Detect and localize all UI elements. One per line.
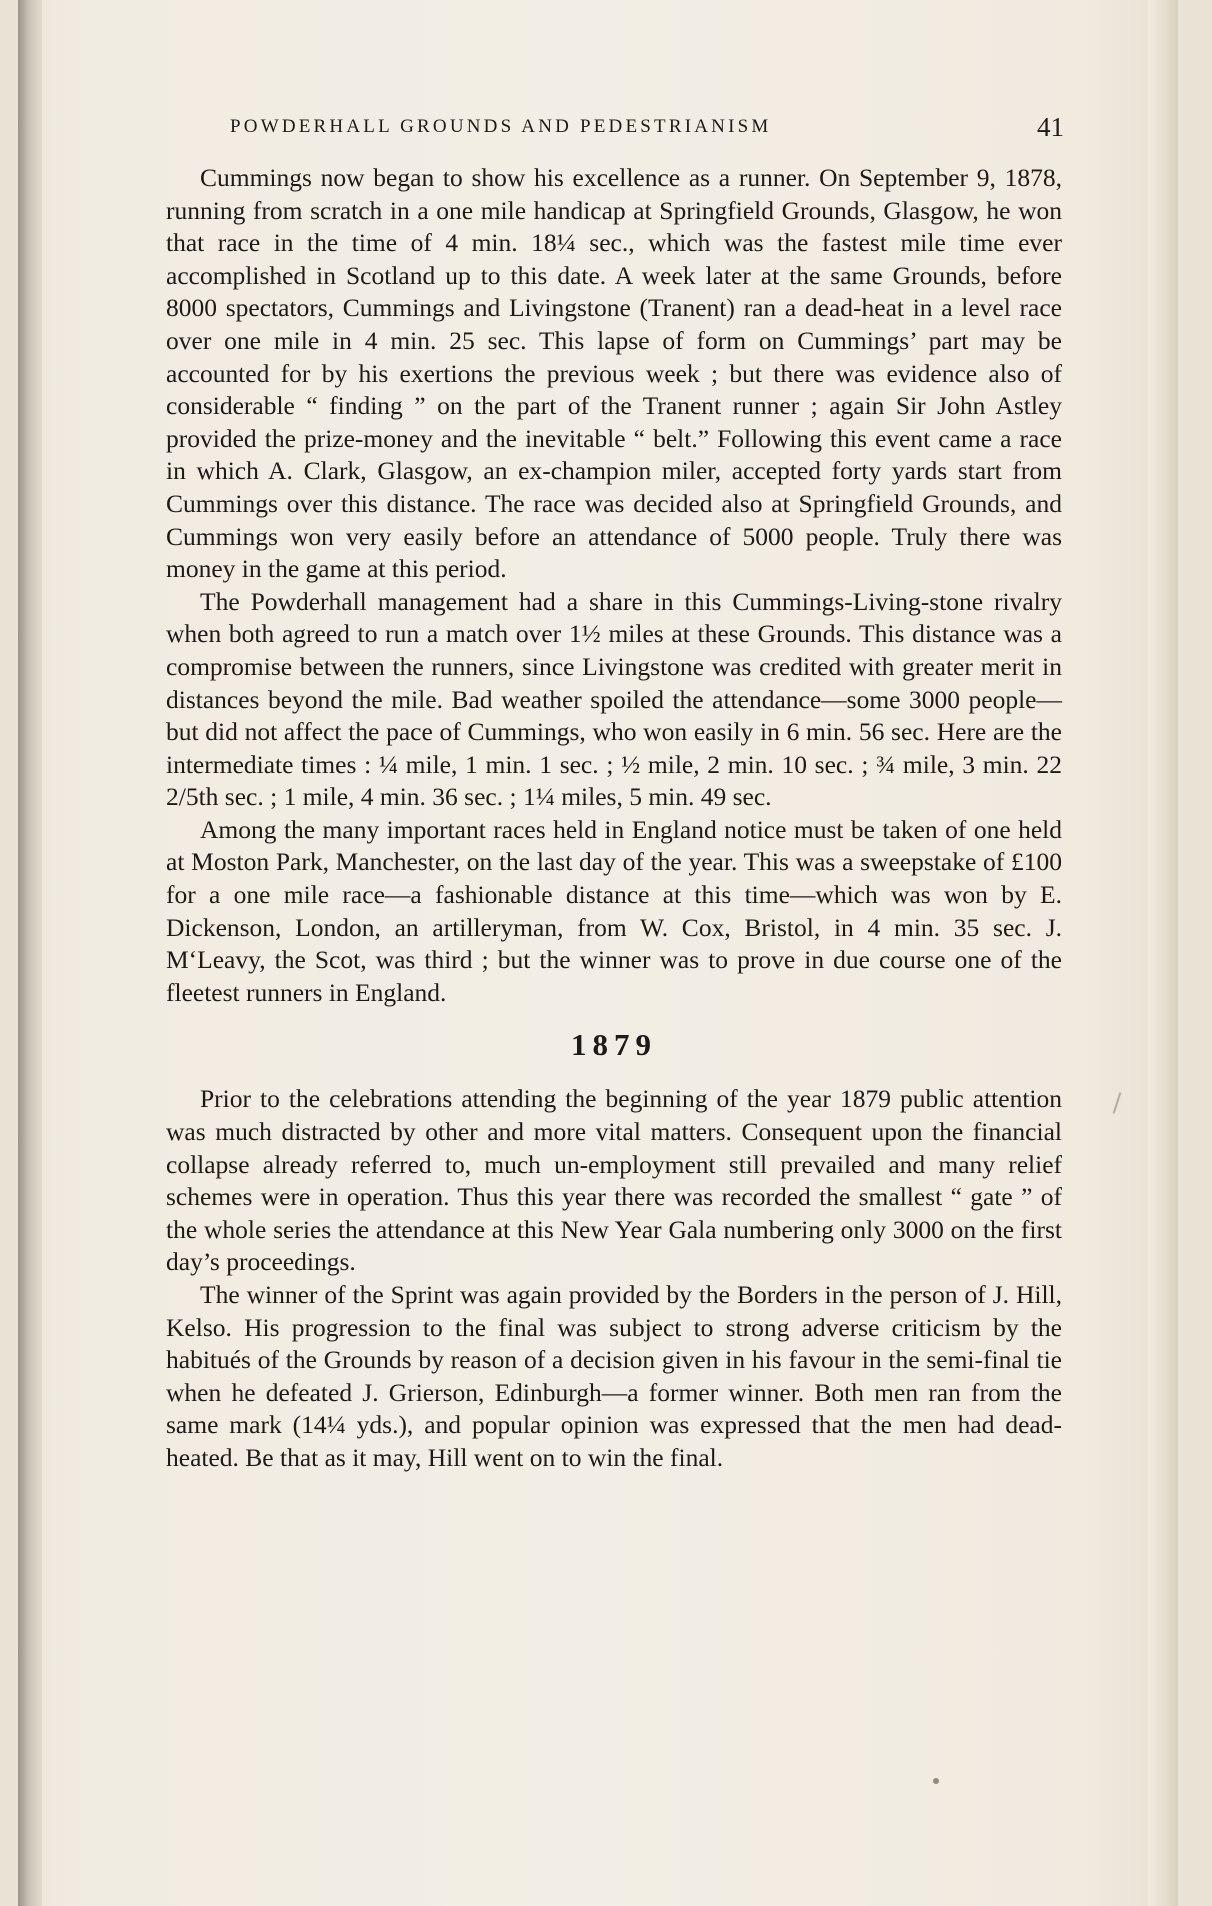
ink-speck — [933, 1778, 939, 1784]
page-gutter — [18, 0, 42, 1906]
page-header — [230, 112, 1064, 142]
page-body — [166, 162, 1062, 1475]
paragraph: The Powderhall management had a share in this Cummings-Living-stone rivalry when both agreed to run a match over 1½ miles at these Grounds. This distance was a compromise between the runners, since Livingstone was credited with greater merit in distances beyond the mile. Bad weather spoiled the attendance—some 3000 people—but did not affect the pace of Cummings, who won easily in 6 min. 56 sec. Here are the intermediate times : ¼ mile, 1 min. 1 sec. ; ½ mile, 2 min. 10 sec. ; ¾ mile, 3 min. 22 2/5th sec. ; 1 mile, 4 min. 36 sec. ; 1¼ miles, 5 min. 49 sec. — [166, 586, 1062, 812]
paragraph: Among the many important races held in England notice must be taken of one held at Moston Park, Manchester, on the last day of the year. This was a sweepstake of £100 for a one mile race—a fashionable distance at this time—which was won by E. Dickenson, London, an artilleryman, from W. Cox, Bristol, in 4 min. 35 sec. J. M‘Leavy, the Scot, was third ; but the winner was to prove in due course one of the fleetest runners in England. — [166, 814, 1062, 1007]
section-heading: 1879 — [571, 1027, 657, 1063]
paragraph: The winner of the Sprint was again provided by the Borders in the person of J. Hill, Kelso. His progression to the final was subject to strong adverse criticism by the habitués of the Grounds by reason of a decision given in his favour in the semi-final tie when he defeated J. Grierson, Edinburgh—a former winner. Both men ran from the same mark (14¼ yds.), and popular opinion was expressed that the men had dead-heated. Be that as it may, Hill went on to win the final. — [166, 1280, 1062, 1472]
page-number: 41 — [1037, 112, 1064, 142]
pencil-mark — [1113, 1092, 1122, 1114]
paragraph: Cummings now began to show his excellence as a runner. On September 9, 1878, running from scratch in a one mile handicap at Springfield Grounds, Glasgow, he won that race in the time of 4 min. 18¼ sec., which was the fastest mile time ever accomplished in Scotland up to this date. A week later at the same Grounds, before 8000 spectators, Cummings and Livingstone (Tranent) ran a dead-heat in a level race over one mile in 4 min. 25 sec. This lapse of form on Cummings’ part may be accounted for by his exertions the previous week ; but there was evidence also of considerable “ finding ” on the part of the Tranent runner ; again Sir John Astley provided the prize-money and the inevitable “ belt.” Following this event came a race in which A. Clark, Glasgow, an ex-champion miler, accepted forty yards start from Cummings over this distance. The race was decided also at Springfield Grounds, and Cummings won very easily before an attendance of 5000 people. Truly there was money in the game at this period. — [166, 163, 1062, 584]
running-head: POWDERHALL GROUNDS AND PEDESTRIANISM — [230, 116, 772, 137]
page-edge — [1148, 0, 1178, 1906]
book-page — [18, 0, 1178, 1906]
paragraph: Prior to the celebrations attending the beginning of the year 1879 public attention was much distracted by other and more vital matters. Consequent upon the financial collapse already referred to, much un-employment still prevailed and many relief schemes were in operation. Thus this year there was recorded the smallest “ gate ” of the whole series the attendance at this New Year Gala numbering only 3000 on the first day’s proceedings. — [166, 1084, 1062, 1277]
